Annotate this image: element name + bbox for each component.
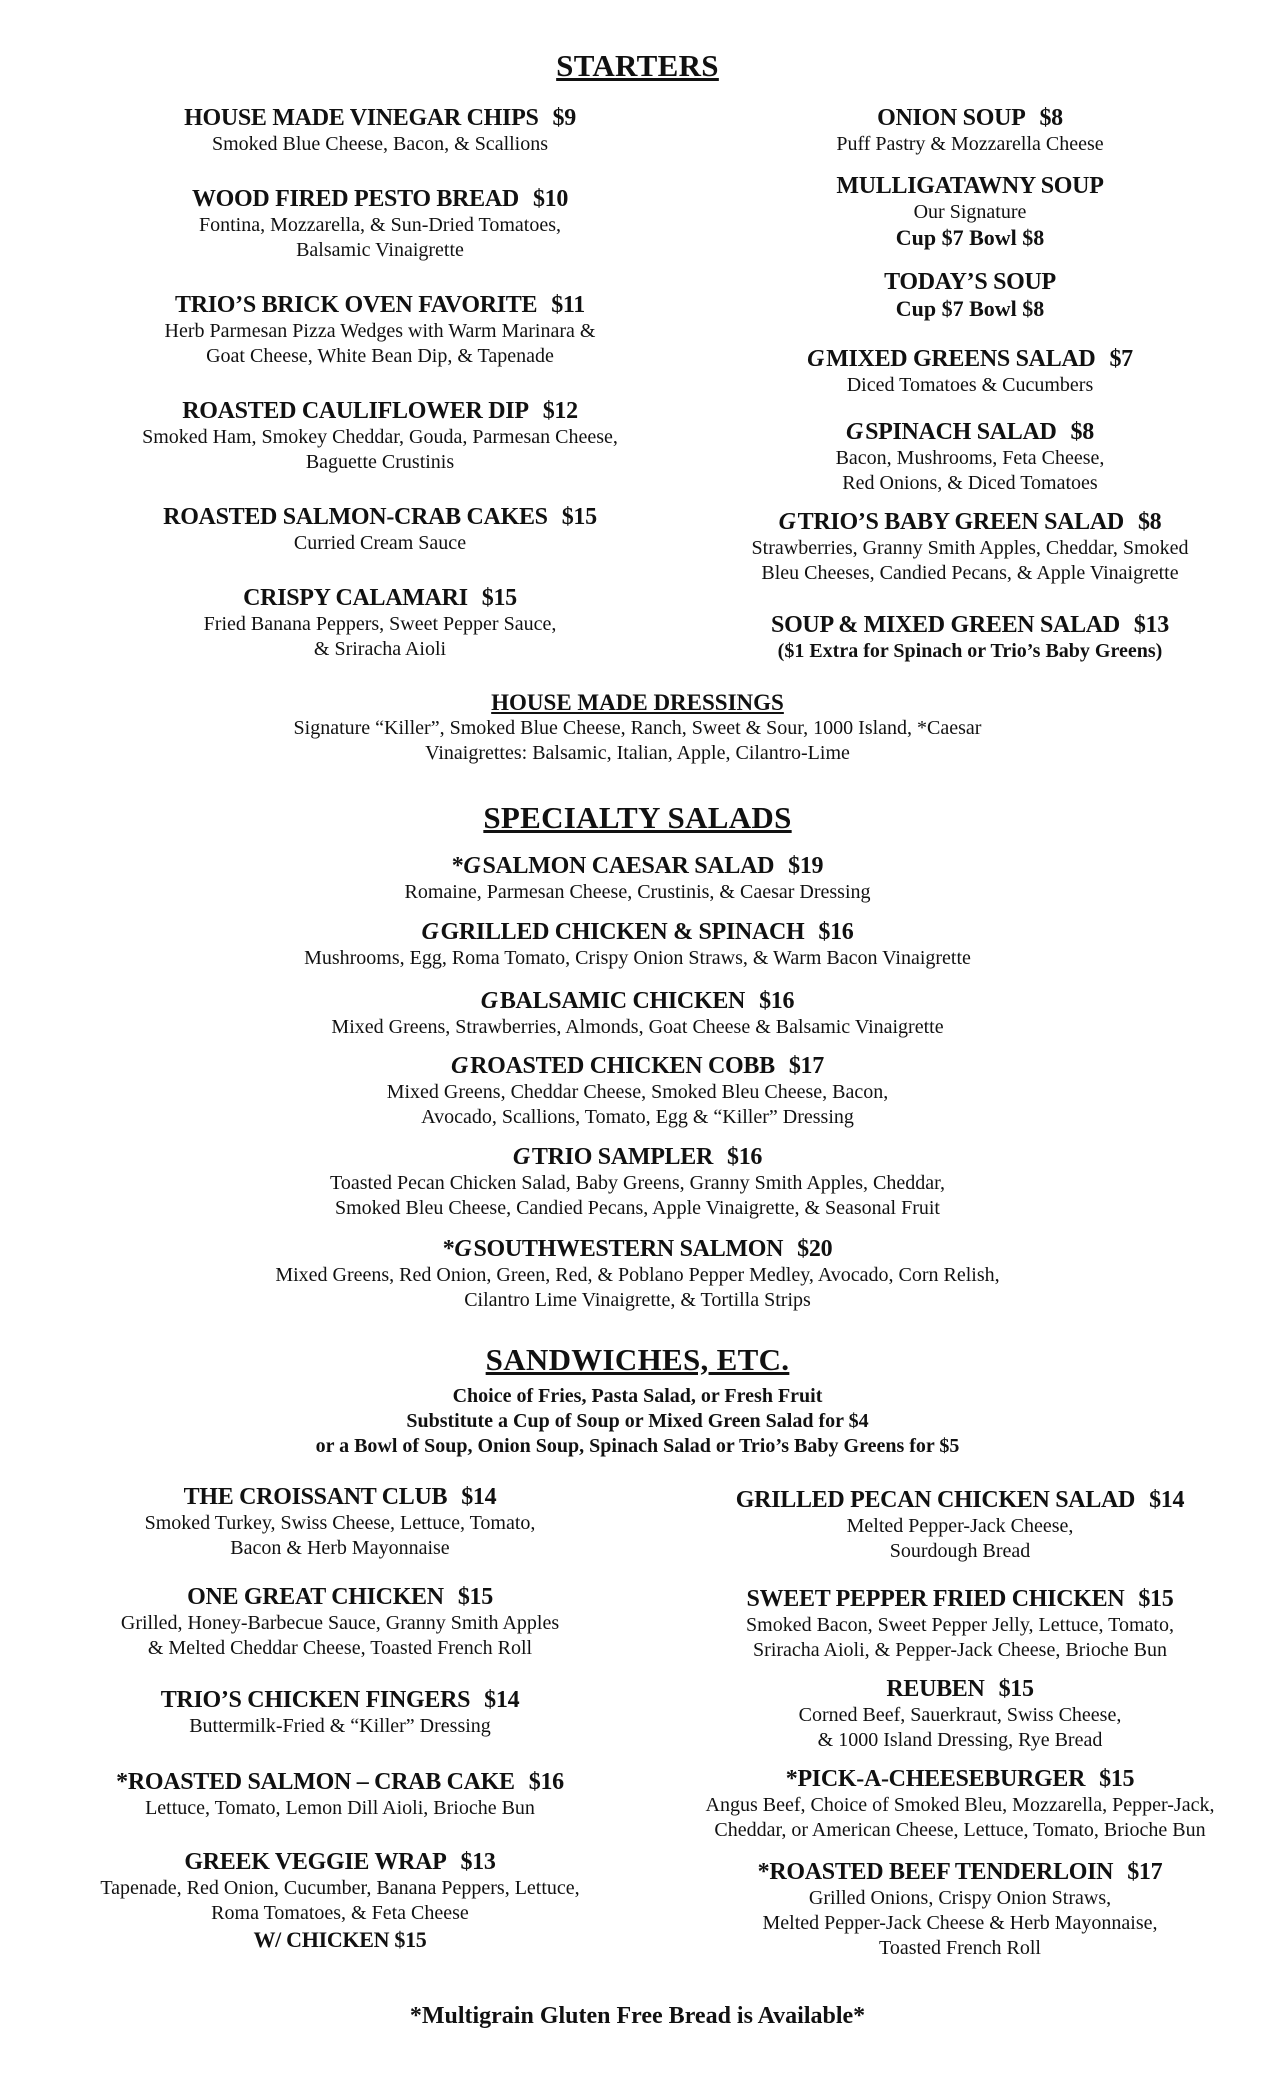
- item-price: $20: [797, 1236, 833, 1262]
- item-price: $13: [460, 1849, 496, 1875]
- sides-note: Choice of Fries, Pasta Salad, or Fresh Fruit: [452, 1385, 823, 1407]
- gluten-free-icon: G: [807, 346, 825, 372]
- item-description: Bleu Cheeses, Candied Pecans, & Apple Vinaigrette: [761, 562, 1179, 584]
- menu-item: [40, 584, 720, 662]
- sides-note: or a Bowl of Soup, Onion Soup, Spinach Salad or Trio’s Baby Greens for $5: [315, 1435, 960, 1457]
- item-description: & Melted Cheddar Cheese, Toasted French Roll: [147, 1637, 533, 1659]
- item-name: *ROASTED BEEF TENDERLOIN: [757, 1859, 1114, 1885]
- item-name: HOUSE MADE VINEGAR CHIPS: [184, 105, 539, 131]
- item-description: Red Onions, & Diced Tomatoes: [842, 472, 1098, 494]
- dressings-line: Signature “Killer”, Smoked Blue Cheese, Ranch, Sweet & Sour, 1000 Island, *Caesar: [293, 717, 982, 739]
- menu-item: [40, 291, 720, 369]
- item-price: $8: [1039, 105, 1063, 131]
- item-price: $15: [481, 585, 517, 611]
- item-price: $13: [1133, 612, 1169, 638]
- item-description: Cheddar, or American Cheese, Lettuce, Tomato, Brioche Bun: [714, 1819, 1206, 1841]
- menu-item: [640, 1858, 1275, 1961]
- menu-item: [660, 508, 1275, 586]
- item-name: SWEET PEPPER FRIED CHICKEN: [746, 1586, 1125, 1612]
- item-price: $19: [788, 853, 824, 879]
- item-price: $14: [484, 1687, 520, 1713]
- menu-item: [0, 1483, 680, 1561]
- item-description: Fried Banana Peppers, Sweet Pepper Sauce,: [203, 613, 557, 635]
- menu-item: [0, 1143, 1275, 1221]
- starters-title: STARTERS: [556, 48, 719, 83]
- menu-item: [0, 1686, 680, 1739]
- item-name: MIXED GREENS SALAD: [826, 346, 1096, 372]
- item-name: GRILLED CHICKEN & SPINACH: [440, 919, 805, 945]
- item-description: Curried Cream Sauce: [293, 532, 467, 554]
- item-description: Goat Cheese, White Bean Dip, & Tapenade: [206, 345, 554, 367]
- menu-item: [0, 918, 1275, 971]
- item-description: Smoked Bacon, Sweet Pepper Jelly, Lettuce, Tomato,: [746, 1614, 1174, 1636]
- gluten-free-icon: G: [451, 1053, 469, 1079]
- item-description: Lettuce, Tomato, Lemon Dill Aioli, Brioche Bun: [145, 1797, 535, 1819]
- item-price: $8: [1070, 419, 1094, 445]
- item-description: Melted Pepper-Jack Cheese,: [846, 1515, 1074, 1537]
- item-description: Our Signature: [913, 201, 1027, 223]
- item-name: MULLIGATAWNY SOUP: [836, 173, 1104, 199]
- menu-item: [660, 172, 1275, 250]
- gluten-free-icon: G: [480, 988, 498, 1014]
- sides-note: Substitute a Cup of Soup or Mixed Green Salad for $4: [406, 1410, 869, 1432]
- item-price: $15: [1138, 1586, 1174, 1612]
- item-description: Diced Tomatoes & Cucumbers: [846, 374, 1094, 396]
- item-price: $15: [457, 1584, 493, 1610]
- item-description: Mixed Greens, Red Onion, Green, Red, & Poblano Pepper Medley, Avocado, Corn Relish,: [275, 1264, 1000, 1286]
- item-description: Toasted French Roll: [879, 1937, 1041, 1959]
- gluten-free-bread-note: *Multigrain Gluten Free Bread is Available*: [409, 2003, 866, 2029]
- item-description: Smoked Bleu Cheese, Candied Pecans, Apple Vinaigrette, & Seasonal Fruit: [335, 1197, 940, 1219]
- item-description: Smoked Blue Cheese, Bacon, & Scallions: [211, 133, 549, 155]
- item-price: $17: [788, 1053, 824, 1079]
- menu-item: [0, 1583, 680, 1661]
- item-price: $7: [1109, 346, 1133, 372]
- item-description: Smoked Ham, Smokey Cheddar, Gouda, Parmesan Cheese,: [142, 426, 618, 448]
- dressings-block: [0, 690, 1275, 766]
- item-price: $16: [727, 1144, 763, 1170]
- menu-item: [0, 1768, 680, 1821]
- item-description: Herb Parmesan Pizza Wedges with Warm Marinara &: [164, 320, 596, 342]
- item-prefix: *: [442, 1236, 455, 1262]
- item-price: $14: [461, 1484, 497, 1510]
- item-description: Sriracha Aioli, & Pepper-Jack Cheese, Brioche Bun: [753, 1639, 1167, 1661]
- item-description: Melted Pepper-Jack Cheese & Herb Mayonnaise,: [762, 1912, 1158, 1934]
- item-name: SALMON CAESAR SALAD: [482, 853, 775, 879]
- item-name: TRIO’S BRICK OVEN FAVORITE: [174, 292, 538, 318]
- menu-item: [660, 611, 1275, 664]
- menu-item: [660, 418, 1275, 496]
- item-name: WOOD FIRED PESTO BREAD: [191, 186, 519, 212]
- item-extra: W/ CHICKEN $15: [253, 1927, 427, 1952]
- item-name: *PICK-A-CHEESEBURGER: [785, 1766, 1086, 1792]
- item-description: Avocado, Scallions, Tomato, Egg & “Killer” Dressing: [421, 1106, 854, 1128]
- item-name: BALSAMIC CHICKEN: [499, 988, 746, 1014]
- item-name: ONE GREAT CHICKEN: [187, 1584, 444, 1610]
- item-price: $11: [551, 292, 585, 318]
- item-price: $9: [552, 105, 576, 131]
- menu-item: [660, 104, 1275, 157]
- item-name: GREEK VEGGIE WRAP: [184, 1849, 447, 1875]
- item-description: Tapenade, Red Onion, Cucumber, Banana Peppers, Lettuce,: [100, 1877, 580, 1899]
- item-name: ROASTED SALMON-CRAB CAKES: [163, 504, 548, 530]
- item-price: $15: [561, 504, 597, 530]
- menu-item: [0, 987, 1275, 1040]
- item-description: & 1000 Island Dressing, Rye Bread: [817, 1729, 1103, 1751]
- menu-item: [40, 503, 720, 556]
- item-name: TODAY’S SOUP: [884, 269, 1056, 295]
- item-price: $14: [1149, 1487, 1185, 1513]
- gluten-free-icon: G: [454, 1236, 472, 1262]
- item-price: $16: [759, 988, 795, 1014]
- gluten-free-icon: G: [463, 853, 481, 879]
- item-price: $16: [818, 919, 854, 945]
- menu-item: [660, 268, 1275, 321]
- item-description: Bacon, Mushrooms, Feta Cheese,: [835, 447, 1105, 469]
- menu-item: [660, 345, 1275, 398]
- item-prices: Cup $7 Bowl $8: [895, 296, 1045, 321]
- menu-item: [640, 1486, 1275, 1564]
- item-name: ONION SOUP: [877, 105, 1026, 131]
- menu-item: [40, 104, 720, 157]
- item-price: $12: [542, 398, 578, 424]
- item-description: Baguette Crustinis: [305, 451, 455, 473]
- menu-item: [40, 185, 720, 263]
- item-note: ($1 Extra for Spinach or Trio’s Baby Greens): [777, 640, 1163, 662]
- menu-item: [0, 1235, 1275, 1313]
- item-name: TRIO’S CHICKEN FINGERS: [160, 1687, 471, 1713]
- item-name: SOUTHWESTERN SALMON: [473, 1236, 784, 1262]
- item-name: GRILLED PECAN CHICKEN SALAD: [735, 1487, 1136, 1513]
- gluten-free-icon: G: [512, 1144, 530, 1170]
- item-price: $17: [1127, 1859, 1163, 1885]
- item-name: CRISPY CALAMARI: [243, 585, 468, 611]
- item-price: $15: [1099, 1766, 1135, 1792]
- item-description: Buttermilk-Fried & “Killer” Dressing: [189, 1715, 491, 1737]
- menu-item: [0, 1848, 680, 1954]
- item-description: Toasted Pecan Chicken Salad, Baby Greens, Granny Smith Apples, Cheddar,: [330, 1172, 945, 1194]
- item-description: Mixed Greens, Strawberries, Almonds, Goat Cheese & Balsamic Vinaigrette: [331, 1016, 944, 1038]
- item-description: Corned Beef, Sauerkraut, Swiss Cheese,: [798, 1704, 1122, 1726]
- item-description: Puff Pastry & Mozzarella Cheese: [836, 133, 1104, 155]
- item-description: Grilled Onions, Crispy Onion Straws,: [808, 1887, 1112, 1909]
- menu-item: [640, 1765, 1275, 1843]
- item-name: ROASTED CHICKEN COBB: [470, 1053, 775, 1079]
- item-name: *ROASTED SALMON – CRAB CAKE: [116, 1769, 515, 1795]
- item-description: Angus Beef, Choice of Smoked Bleu, Mozzarella, Pepper-Jack,: [705, 1794, 1215, 1816]
- menu-item: [640, 1675, 1275, 1753]
- item-description: Balsamic Vinaigrette: [296, 239, 464, 261]
- item-description: & Sriracha Aioli: [313, 638, 447, 660]
- specialty-salads-title: SPECIALTY SALADS: [483, 800, 792, 835]
- item-description: Sourdough Bread: [889, 1540, 1031, 1562]
- item-name: ROASTED CAULIFLOWER DIP: [182, 398, 529, 424]
- item-price: $10: [532, 186, 569, 212]
- item-description: Roma Tomatoes, & Feta Cheese: [211, 1902, 469, 1924]
- menu-item: [640, 1585, 1275, 1663]
- gluten-free-icon: G: [846, 419, 864, 445]
- item-description: Bacon & Herb Mayonnaise: [230, 1537, 450, 1559]
- menu-item: [0, 1052, 1275, 1130]
- item-price: $15: [998, 1676, 1034, 1702]
- sandwiches-notes: [0, 1384, 1275, 1459]
- item-description: Fontina, Mozzarella, & Sun-Dried Tomatoes,: [198, 214, 562, 236]
- item-description: Grilled, Honey-Barbecue Sauce, Granny Smith Apples: [120, 1612, 560, 1634]
- gluten-free-icon: G: [421, 919, 439, 945]
- item-description: Mushrooms, Egg, Roma Tomato, Crispy Onion Straws, & Warm Bacon Vinaigrette: [304, 947, 971, 969]
- item-description: Romaine, Parmesan Cheese, Crustinis, & Caesar Dressing: [404, 881, 871, 903]
- item-name: REUBEN: [886, 1676, 985, 1702]
- item-price: $16: [528, 1769, 564, 1795]
- item-description: Strawberries, Granny Smith Apples, Cheddar, Smoked: [751, 537, 1189, 559]
- item-name: SOUP & MIXED GREEN SALAD: [771, 612, 1120, 638]
- item-name: SPINACH SALAD: [865, 419, 1057, 445]
- dressings-title: HOUSE MADE DRESSINGS: [491, 690, 784, 715]
- item-name: THE CROISSANT CLUB: [183, 1484, 448, 1510]
- dressings-line: Vinaigrettes: Balsamic, Italian, Apple, Cilantro-Lime: [425, 742, 850, 764]
- item-price: $8: [1137, 509, 1162, 535]
- item-name: TRIO’S BABY GREEN SALAD: [797, 509, 1124, 535]
- item-name: TRIO SAMPLER: [531, 1144, 714, 1170]
- gluten-free-icon: G: [778, 509, 796, 535]
- item-prices: Cup $7 Bowl $8: [895, 225, 1045, 250]
- menu-item: [40, 397, 720, 475]
- menu-item: [0, 852, 1275, 905]
- item-description: Cilantro Lime Vinaigrette, & Tortilla Strips: [464, 1289, 811, 1311]
- item-prefix: *: [451, 853, 464, 879]
- item-description: Mixed Greens, Cheddar Cheese, Smoked Bleu Cheese, Bacon,: [386, 1081, 889, 1103]
- item-description: Smoked Turkey, Swiss Cheese, Lettuce, Tomato,: [144, 1512, 536, 1534]
- sandwiches-title: SANDWICHES, ETC.: [485, 1342, 790, 1377]
